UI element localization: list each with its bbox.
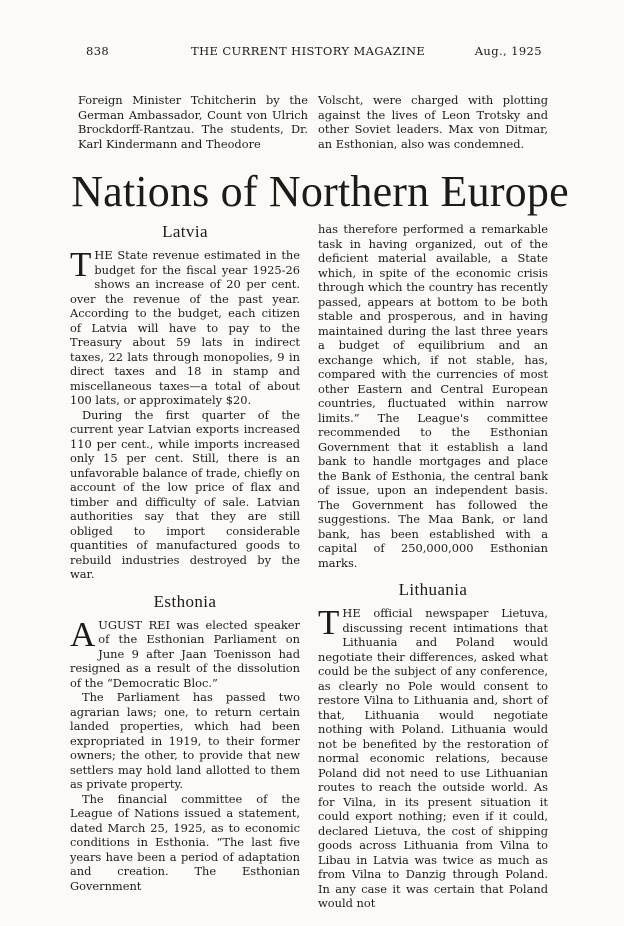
esthonia-paragraph-1: AUGUST REI was elected speaker of the Esthonian Parliament on June 9 after Jaan Toenisson had resigned as a result of the dissolution of the “Democratic Bloc.” <box>70 614 300 690</box>
latvia-paragraph-2: During the first quarter of the current year Latvian exports increased 110 per cent., while imports increased only 15 per cent. Still, there is an unfavorable balance of trade, chiefly on account of the low price of flax and timber and difficulty of sale. Latvian authorities say that they are still obliged to import considerable quantities of manufactured goods to rebuild industries destroyed by the war. <box>70 407 300 581</box>
magazine-title: THE CURRENT HISTORY MAGAZINE <box>191 44 426 58</box>
esthonia-paragraph-2: The Parliament has passed two agrarian laws; one, to return certain landed properties, which had been expropriated in 1919, to their former owners; the other, to provide that new settlers may hold land allotted to them as private property. <box>70 690 300 791</box>
dropcap-lithuania: T <box>318 603 340 642</box>
esthonia-paragraph-3-text: The financial committee of the League of Nations issued a statement, dated March 25, 1925, as to economic conditions in Esthonia. “The last five years have been a period of adaptation and creation. The Esthonian Government <box>70 791 300 893</box>
lithuania-paragraph-1: THE official newspaper Lietuva, discussing recent intimations that Lithuania and Poland would negotiate their differences, asked what could be the subject of any conference, as clearly no Pole would consent to restore Vilna to Lithuania and, short of that, Lithuania would negotiate nothing with Poland. Lithuania would not be benefited by the restoration of normal economic relations, because Poland did not need to use Lithuanian routes to reach the outside world. As for Vilna, in its present situation it could export nothing; even if it could, declared Lietuva, the cost of shipping goods across Lithuania from Vilna to Libau in Latvia was twice as much as from Vilna to Danzig through Poland. In any case it was certain that Poland would not <box>318 603 548 910</box>
esthonia-paragraph-3-rest: has therefore performed a remarkable task in having organized, out of the deficient material available, a State which, in spite of the economic crisis through which the country has recently passed, appears at bottom to be both stable and prosperous, and in having maintained during the last three years a budget of equilibrium and an exchange which, if not stable, has, compared with the currencies of most other Eastern and Central European countries, fluctuated within narrow limits.” The League's committee recommended to the Esthonian Government that it establish a land bank to handle mortgages and place the Bank of Esthonia, the central bank of issue, upon an independent basis. The Government has followed the suggestions. The Maa Bank, or land bank, has been established with a capital of 250,000,000 Esthonian marks. <box>318 222 548 570</box>
right-column <box>318 222 548 911</box>
issue-date: Aug., 1925 <box>474 44 542 58</box>
section-title-latvia: Latvia <box>162 222 208 241</box>
esthonia-paragraph-3-continued <box>318 222 548 570</box>
dropcap-latvia: T <box>70 245 92 284</box>
article-headline: Nations of Northern Europe <box>71 167 569 216</box>
left-column <box>70 222 300 893</box>
continued-text-right <box>318 93 548 151</box>
page-number: 838 <box>86 44 110 58</box>
section-title-esthonia: Esthonia <box>153 591 217 611</box>
section-title-lithuania: Lithuania <box>398 580 468 599</box>
continued-paragraph-right: Volscht, were charged with plotting against the lives of Leon Trotsky and other Soviet leaders. Max von Ditmar, an Esthonian, also was condemned. <box>318 93 548 151</box>
continued-paragraph-left: Foreign Minister Tchitcherin by the German Ambassador, Count von Ulrich Brockdorff-Rantzau. The students, Dr. Karl Kindermann and Theodore <box>78 93 308 151</box>
continued-text-left <box>78 93 308 151</box>
dropcap-esthonia: A <box>70 614 96 654</box>
latvia-paragraph-1: THE State revenue estimated in the budget for the fiscal year 1925-26 shows an increase of 20 per cent. over the revenue of the past year. According to the budget, each citizen of Latvia will have to pay to the Treasury about 59 lats in indirect taxes, 22 lats through monopolies, 9 in direct taxes and 18 in stamp and miscellaneous taxes—a total of about 100 lats, or approximately $20. <box>70 245 300 407</box>
esthonia-paragraph-3 <box>70 792 300 894</box>
